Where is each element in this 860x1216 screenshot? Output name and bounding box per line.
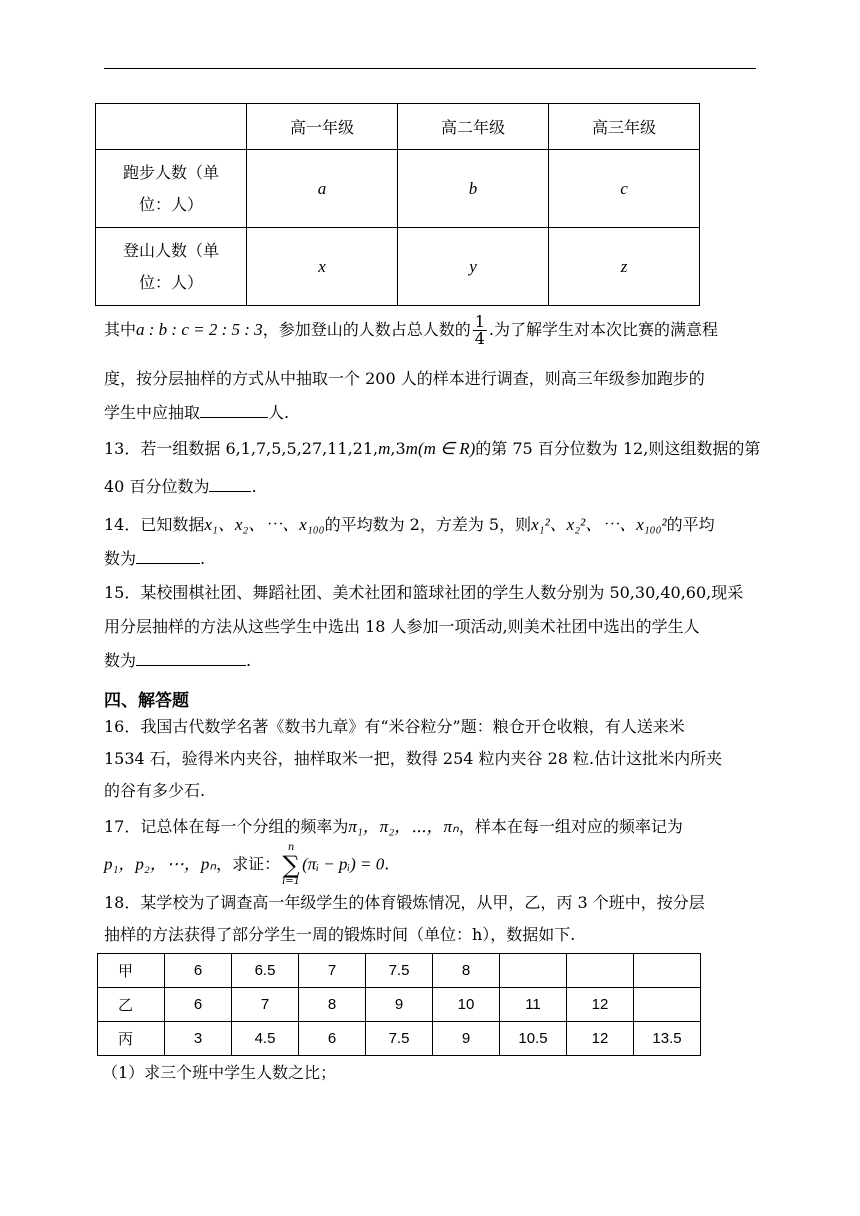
squared-vars: x₁²、x₂²、⋯、x₁₀₀² bbox=[531, 515, 667, 534]
pi-vars: π₁，π₂，⋯，πₙ bbox=[348, 817, 459, 836]
condition: (m ∈ R) bbox=[417, 439, 476, 458]
text: 13．若一组数据 6,1,7,5,5,27,11,21, bbox=[104, 439, 379, 458]
cell-z: z bbox=[549, 228, 700, 306]
table-cell: 6 bbox=[299, 1022, 366, 1056]
fraction-denominator: 4 bbox=[474, 329, 485, 348]
sum-icon: n ∑ i=1 bbox=[282, 842, 301, 887]
q14-line-2 bbox=[104, 546, 764, 569]
cell-x: x bbox=[247, 228, 398, 306]
text: ，参加登山的人数占总人数的 bbox=[262, 320, 471, 339]
fraction-numerator: 1 bbox=[474, 312, 485, 331]
text: 的平均数为 2，方差为 5，则 bbox=[324, 515, 532, 534]
row-label-line: 位：人） bbox=[138, 272, 203, 292]
var-m: m bbox=[405, 439, 418, 458]
table-cell bbox=[567, 954, 634, 988]
q13-line-1 bbox=[104, 436, 764, 459]
text: 40 百分位数为 bbox=[104, 477, 210, 496]
text: 的平均 bbox=[666, 515, 715, 534]
table-cell: 3 bbox=[165, 1022, 232, 1056]
q18-line-1: 18．某学校为了调查高一年级学生的体育锻炼情况，从甲，乙，丙 3 个班中，按分层 bbox=[104, 893, 705, 912]
text: 学生中应抽取 bbox=[104, 403, 201, 422]
q12-line-2: 度，按分层抽样的方式从中抽取一个 200 人的样本进行调查，则高三年级参加跑步的 bbox=[104, 369, 705, 388]
sum-lower: i=1 bbox=[282, 876, 301, 887]
row-label-climbing bbox=[96, 228, 247, 306]
text: . bbox=[200, 549, 206, 568]
q15-line-3 bbox=[104, 648, 764, 671]
q14-line-1 bbox=[104, 510, 764, 535]
text: 数为 bbox=[104, 549, 137, 568]
text: ，求证： bbox=[216, 854, 281, 874]
table-header-row bbox=[96, 104, 700, 150]
table-row-climbing bbox=[96, 228, 700, 306]
text: . bbox=[246, 651, 252, 670]
q17-line-2 bbox=[104, 842, 764, 888]
answer-blank[interactable] bbox=[136, 651, 246, 666]
text: ,3 bbox=[390, 439, 406, 458]
fraction bbox=[473, 314, 487, 347]
text: 数为 bbox=[104, 651, 137, 670]
answer-blank[interactable] bbox=[200, 403, 268, 418]
table-corner-cell bbox=[96, 104, 247, 150]
table-row-running bbox=[96, 150, 700, 228]
class-label: 乙 bbox=[98, 988, 165, 1022]
table-cell: 12 bbox=[567, 988, 634, 1022]
cell-y: y bbox=[398, 228, 549, 306]
p-vars: p₁，p₂，⋯，pₙ bbox=[104, 854, 217, 874]
text: 17．记总体在每一个分组的频率为 bbox=[104, 817, 349, 836]
table-cell: 7 bbox=[232, 988, 299, 1022]
table-cell: 6.5 bbox=[232, 954, 299, 988]
q18-line-2: 抽样的方法获得了部分学生一周的锻炼时间（单位：h），数据如下. bbox=[104, 925, 576, 944]
table-cell: 8 bbox=[299, 988, 366, 1022]
table-cell: 9 bbox=[366, 988, 433, 1022]
table-cell: 4.5 bbox=[232, 1022, 299, 1056]
table-cell bbox=[634, 954, 701, 988]
table-cell: 6 bbox=[165, 954, 232, 988]
table-cell: 7.5 bbox=[366, 1022, 433, 1056]
table-cell: 9 bbox=[433, 1022, 500, 1056]
header-rule bbox=[104, 68, 756, 69]
exercise-time-table bbox=[97, 953, 701, 1056]
var-m: m bbox=[378, 439, 391, 458]
text: .为了解学生对本次比赛的满意程 bbox=[488, 320, 718, 339]
header-grade-3: 高三年级 bbox=[549, 104, 700, 150]
table-cell: 12 bbox=[567, 1022, 634, 1056]
grade-table bbox=[95, 103, 700, 306]
cell-c: c bbox=[549, 150, 700, 228]
header-grade-2: 高二年级 bbox=[398, 104, 549, 150]
cell-a: a bbox=[247, 150, 398, 228]
q16-line-1: 16．我国古代数学名著《数书九章》有“米谷粒分”题：粮仓开仓收粮，有人送来米 bbox=[104, 717, 685, 736]
table-cell: 7.5 bbox=[366, 954, 433, 988]
table-row bbox=[98, 954, 701, 988]
table-cell: 8 bbox=[433, 954, 500, 988]
text: 人. bbox=[268, 403, 290, 422]
text: . bbox=[251, 477, 257, 496]
text: . bbox=[384, 854, 390, 874]
table-row bbox=[98, 1022, 701, 1056]
section-heading: 四、解答题 bbox=[104, 691, 189, 711]
row-label-line: 跑步人数（单 bbox=[122, 162, 219, 182]
row-label-running bbox=[96, 150, 247, 228]
q12-line-1 bbox=[104, 314, 764, 347]
text: 其中 bbox=[104, 320, 137, 339]
text: 的第 75 百分位数为 12,则这组数据的第 bbox=[475, 439, 761, 458]
answer-blank[interactable] bbox=[209, 477, 251, 492]
table-cell: 6 bbox=[165, 988, 232, 1022]
table-cell: 11 bbox=[500, 988, 567, 1022]
q16-line-2: 1534 石，验得米内夹谷，抽样取米一把，数得 254 粒内夹谷 28 粒.估计这批米内所夹 bbox=[104, 749, 723, 768]
q12-line-3 bbox=[104, 400, 764, 423]
row-label-line: 登山人数（单 bbox=[122, 240, 219, 260]
text: 14．已知数据 bbox=[104, 515, 205, 534]
cell-b: b bbox=[398, 150, 549, 228]
data-vars: x₁、x₂、⋯、x₁₀₀ bbox=[204, 515, 325, 534]
ratio-expression: a : b : c = 2 : 5 : 3 bbox=[136, 320, 263, 339]
class-label: 甲 bbox=[98, 954, 165, 988]
q15-line-2: 用分层抽样的方法从这些学生中选出 18 人参加一项活动,则美术社团中选出的学生人 bbox=[104, 617, 700, 636]
class-label: 丙 bbox=[98, 1022, 165, 1056]
answer-blank[interactable] bbox=[136, 549, 200, 564]
q16-line-3: 的谷有多少石. bbox=[104, 781, 206, 800]
table-cell: 7 bbox=[299, 954, 366, 988]
q18-sub-1: （1）求三个班中学生人数之比； bbox=[102, 1063, 337, 1082]
q13-line-2 bbox=[104, 474, 764, 497]
header-grade-1: 高一年级 bbox=[247, 104, 398, 150]
sum-upper: n bbox=[287, 842, 295, 853]
q15-line-1: 15．某校围棋社团、舞蹈社团、美术社团和篮球社团的学生人数分别为 50,30,40,60,现采 bbox=[104, 583, 744, 602]
sum-expression: (πᵢ − pᵢ) = 0 bbox=[302, 854, 385, 874]
table-cell: 10.5 bbox=[500, 1022, 567, 1056]
q17-line-1 bbox=[104, 812, 764, 837]
table-cell bbox=[500, 954, 567, 988]
table-cell: 10 bbox=[433, 988, 500, 1022]
row-label-line: 位：人） bbox=[138, 194, 203, 214]
table-row bbox=[98, 988, 701, 1022]
table-cell bbox=[634, 988, 701, 1022]
table-cell: 13.5 bbox=[634, 1022, 701, 1056]
text: ，样本在每一组对应的频率记为 bbox=[458, 817, 683, 836]
